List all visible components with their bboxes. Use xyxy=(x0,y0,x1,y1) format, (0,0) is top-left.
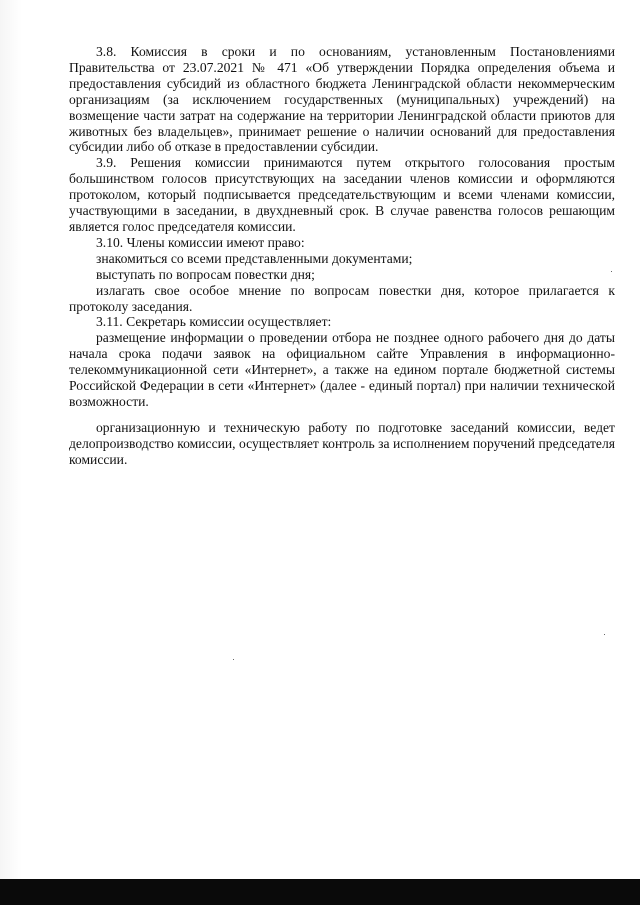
scan-speck xyxy=(611,271,612,272)
paragraph-3-11: 3.11. Секретарь комиссии осуществляет: xyxy=(96,314,332,330)
rights-item-documents: знакомиться со всеми представленными документами; xyxy=(96,250,413,266)
scan-shadow xyxy=(0,0,22,905)
scan-speck xyxy=(604,634,605,635)
secretary-item-publication: размещение информации о проведении отбора не позднее одного рабочего дня до даты начала срока подачи заявок на официальном сайте Управления в информационно-телекоммуникационной сети «Интернет», а также на едином портале бюджетной системы Российской Федерации в сети «Интернет» (далее - единый портал) при наличии технической возможности. xyxy=(69,330,615,409)
paragraph-3-10: 3.10. Члены комиссии имеют право: xyxy=(96,234,305,250)
paragraph-3-8: 3.8. Комиссия в сроки и по основаниям, установленным Постановлениями Правительства от 23.07.2021 № 471 «Об утверждении Порядка определения объема и предоставления субсидий из областного бюджета Ленинградской области некоммерческим организациям (за исключением государственных (муниципальных) учреждений) на возмещение части затрат на содержание на территории Ленинградской области приютов для животных без владельцев», принимает решение о наличии оснований для предоставления субсидии либо об отказе в предоставлении субсидии. xyxy=(69,44,615,155)
rights-item-speak: выступать по вопросам повестки дня; xyxy=(96,266,315,282)
rights-item-opinion: излагать свое особое мнение по вопросам повестки дня, которое прилагается к протоколу заседания. xyxy=(69,282,615,314)
secretary-item-organization: организационную и техническую работу по подготовке заседаний комиссии, ведет делопроизводство комиссии, осуществляет контроль за исполнением поручений председателя комиссии. xyxy=(69,419,615,467)
paragraph-3-9: 3.9. Решения комиссии принимаются путем открытого голосования простым большинством голосов присутствующих на заседании членов комиссии и оформляются протоколом, который подписывается председательствующим и всеми членами комиссии, участвующими в заседании, в двухдневный срок. В случае равенства голосов решающим является голос председателя комиссии. xyxy=(69,155,615,234)
document-body xyxy=(69,44,615,468)
scan-speck xyxy=(233,659,234,660)
scan-bottom-border xyxy=(0,879,640,905)
